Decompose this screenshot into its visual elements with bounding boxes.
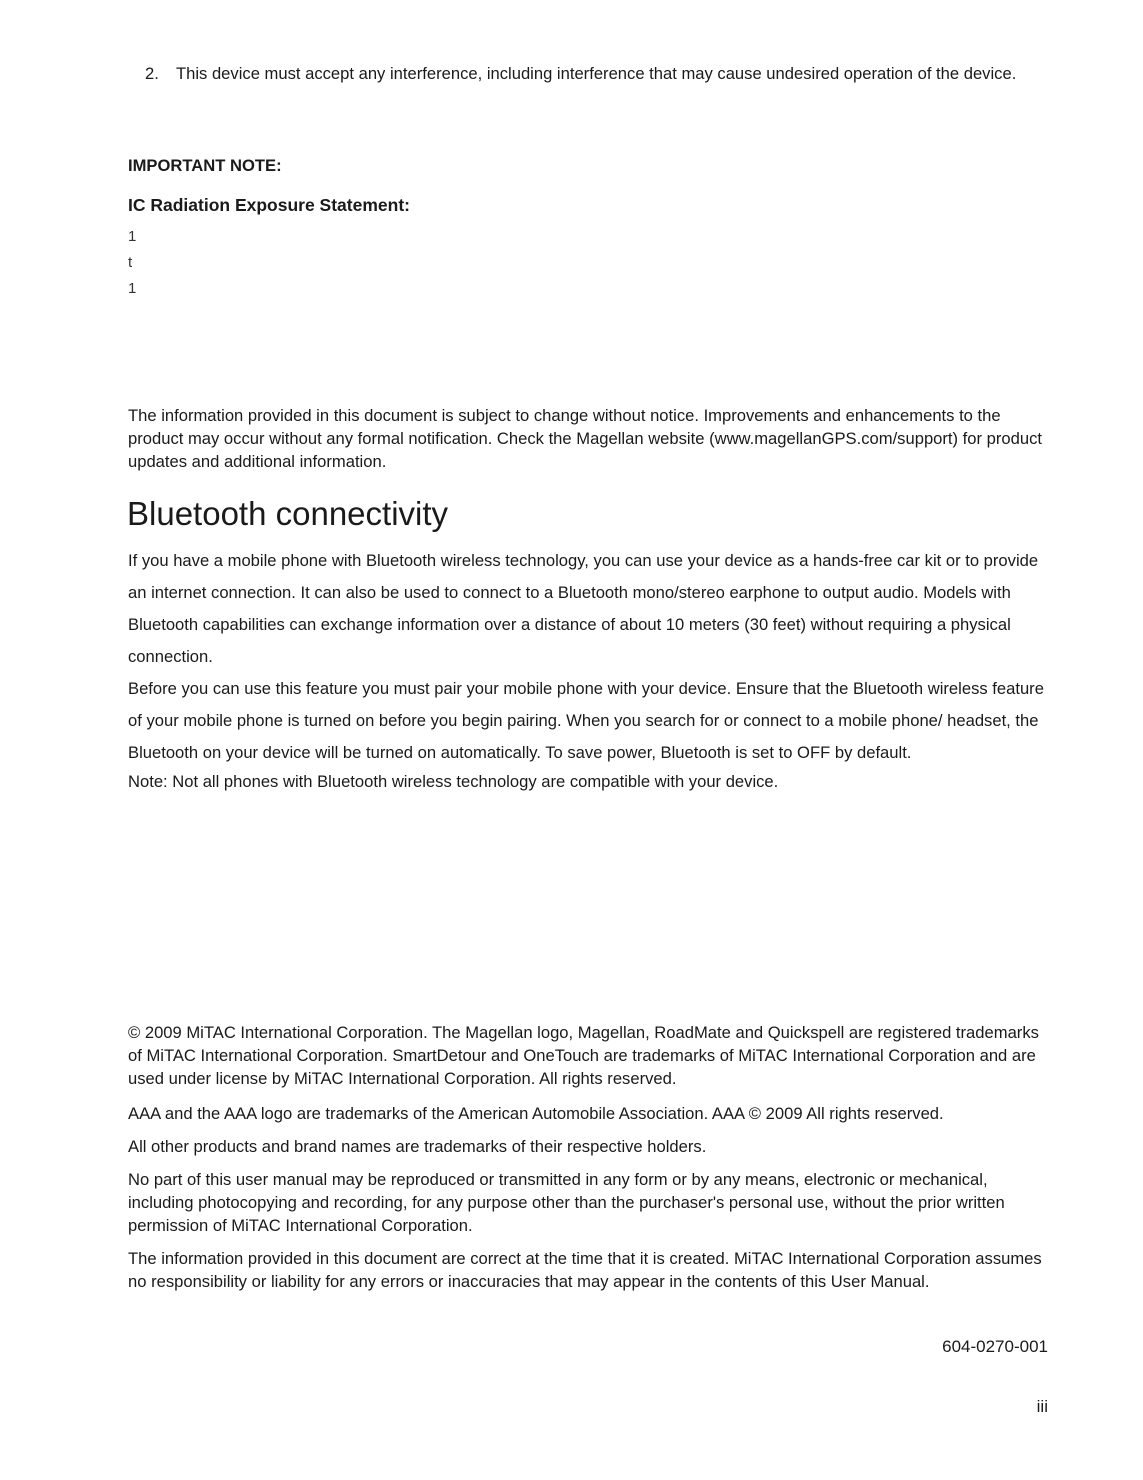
- info-paragraph: The information provided in this document is subject to change without notice. Improvements and enhancements to the product may occur without any formal notification. Check the Magellan website (www.magellanGPS.com/support) for product updates and additional information.: [128, 406, 1042, 471]
- item-number: 2.: [145, 64, 159, 83]
- stub-line: 1: [128, 280, 137, 297]
- copyright-paragraph-1: © 2009 MiTAC International Corporation. The Magellan logo, Magellan, RoadMate and Quickspell are registered trademarks of MiTAC International Corporation. SmartDetour and OneTouch are trademarks of MiTAC International Corporation and are used under license by MiTAC International Corporation. All rights reserved.: [128, 1023, 1039, 1088]
- important-note-heading: IMPORTANT NOTE:: [128, 156, 282, 175]
- stub-line: 1: [128, 228, 137, 245]
- copyright-paragraph-4: No part of this user manual may be reproduced or transmitted in any form or by any means, electronic or mechanical, including photocopying and recording, for any purpose other than the purchaser's personal use, without the prior written permission of MiTAC International Corporation.: [128, 1170, 1005, 1235]
- bluetooth-paragraph-1: If you have a mobile phone with Bluetooth wireless technology, you can use your device as a hands-free car kit or to provide an internet connection. It can also be used to connect to a Bluetooth mono/stereo earphone to output audio. Models with Bluetooth capabilities can exchange information over a distance of about 10 meters (30 feet) without requiring a physical connection.: [128, 551, 1039, 666]
- ic-statement-stubs: [128, 224, 136, 302]
- copyright-paragraph-5: The information provided in this document are correct at the time that it is created. MiTAC International Corporation assumes no responsibility or liability for any errors or inaccuracies that may appear in the contents of this User Manual.: [128, 1249, 1042, 1291]
- bluetooth-note: Note: Not all phones with Bluetooth wireless technology are compatible with your device.: [128, 772, 779, 791]
- ic-radiation-heading: IC Radiation Exposure Statement:: [128, 195, 410, 215]
- stub-line: t: [128, 254, 133, 271]
- copyright-paragraph-2: AAA and the AAA logo are trademarks of the American Automobile Association. AAA © 2009 All rights reserved.: [128, 1104, 944, 1123]
- numbered-item-2: [145, 62, 1055, 85]
- copyright-section: [128, 1021, 1053, 1293]
- bluetooth-section: [128, 545, 1048, 795]
- document-number: 604-0270-001: [942, 1337, 1048, 1356]
- page-number: iii: [1036, 1397, 1048, 1416]
- bluetooth-paragraph-2: Before you can use this feature you must pair your mobile phone with your device. Ensure that the Bluetooth wireless feature of your mobile phone is turned on before you begin pairing. When you search for or connect to a mobile phone/ headset, the Bluetooth on your device will be turned on automatically. To save power, Bluetooth is set to OFF by default.: [128, 679, 1044, 762]
- copyright-paragraph-3: All other products and brand names are trademarks of their respective holders.: [128, 1137, 707, 1156]
- item-text: This device must accept any interference, including interference that may cause undesired operation of the device.: [176, 64, 1017, 83]
- bluetooth-title: Bluetooth connectivity: [127, 495, 449, 532]
